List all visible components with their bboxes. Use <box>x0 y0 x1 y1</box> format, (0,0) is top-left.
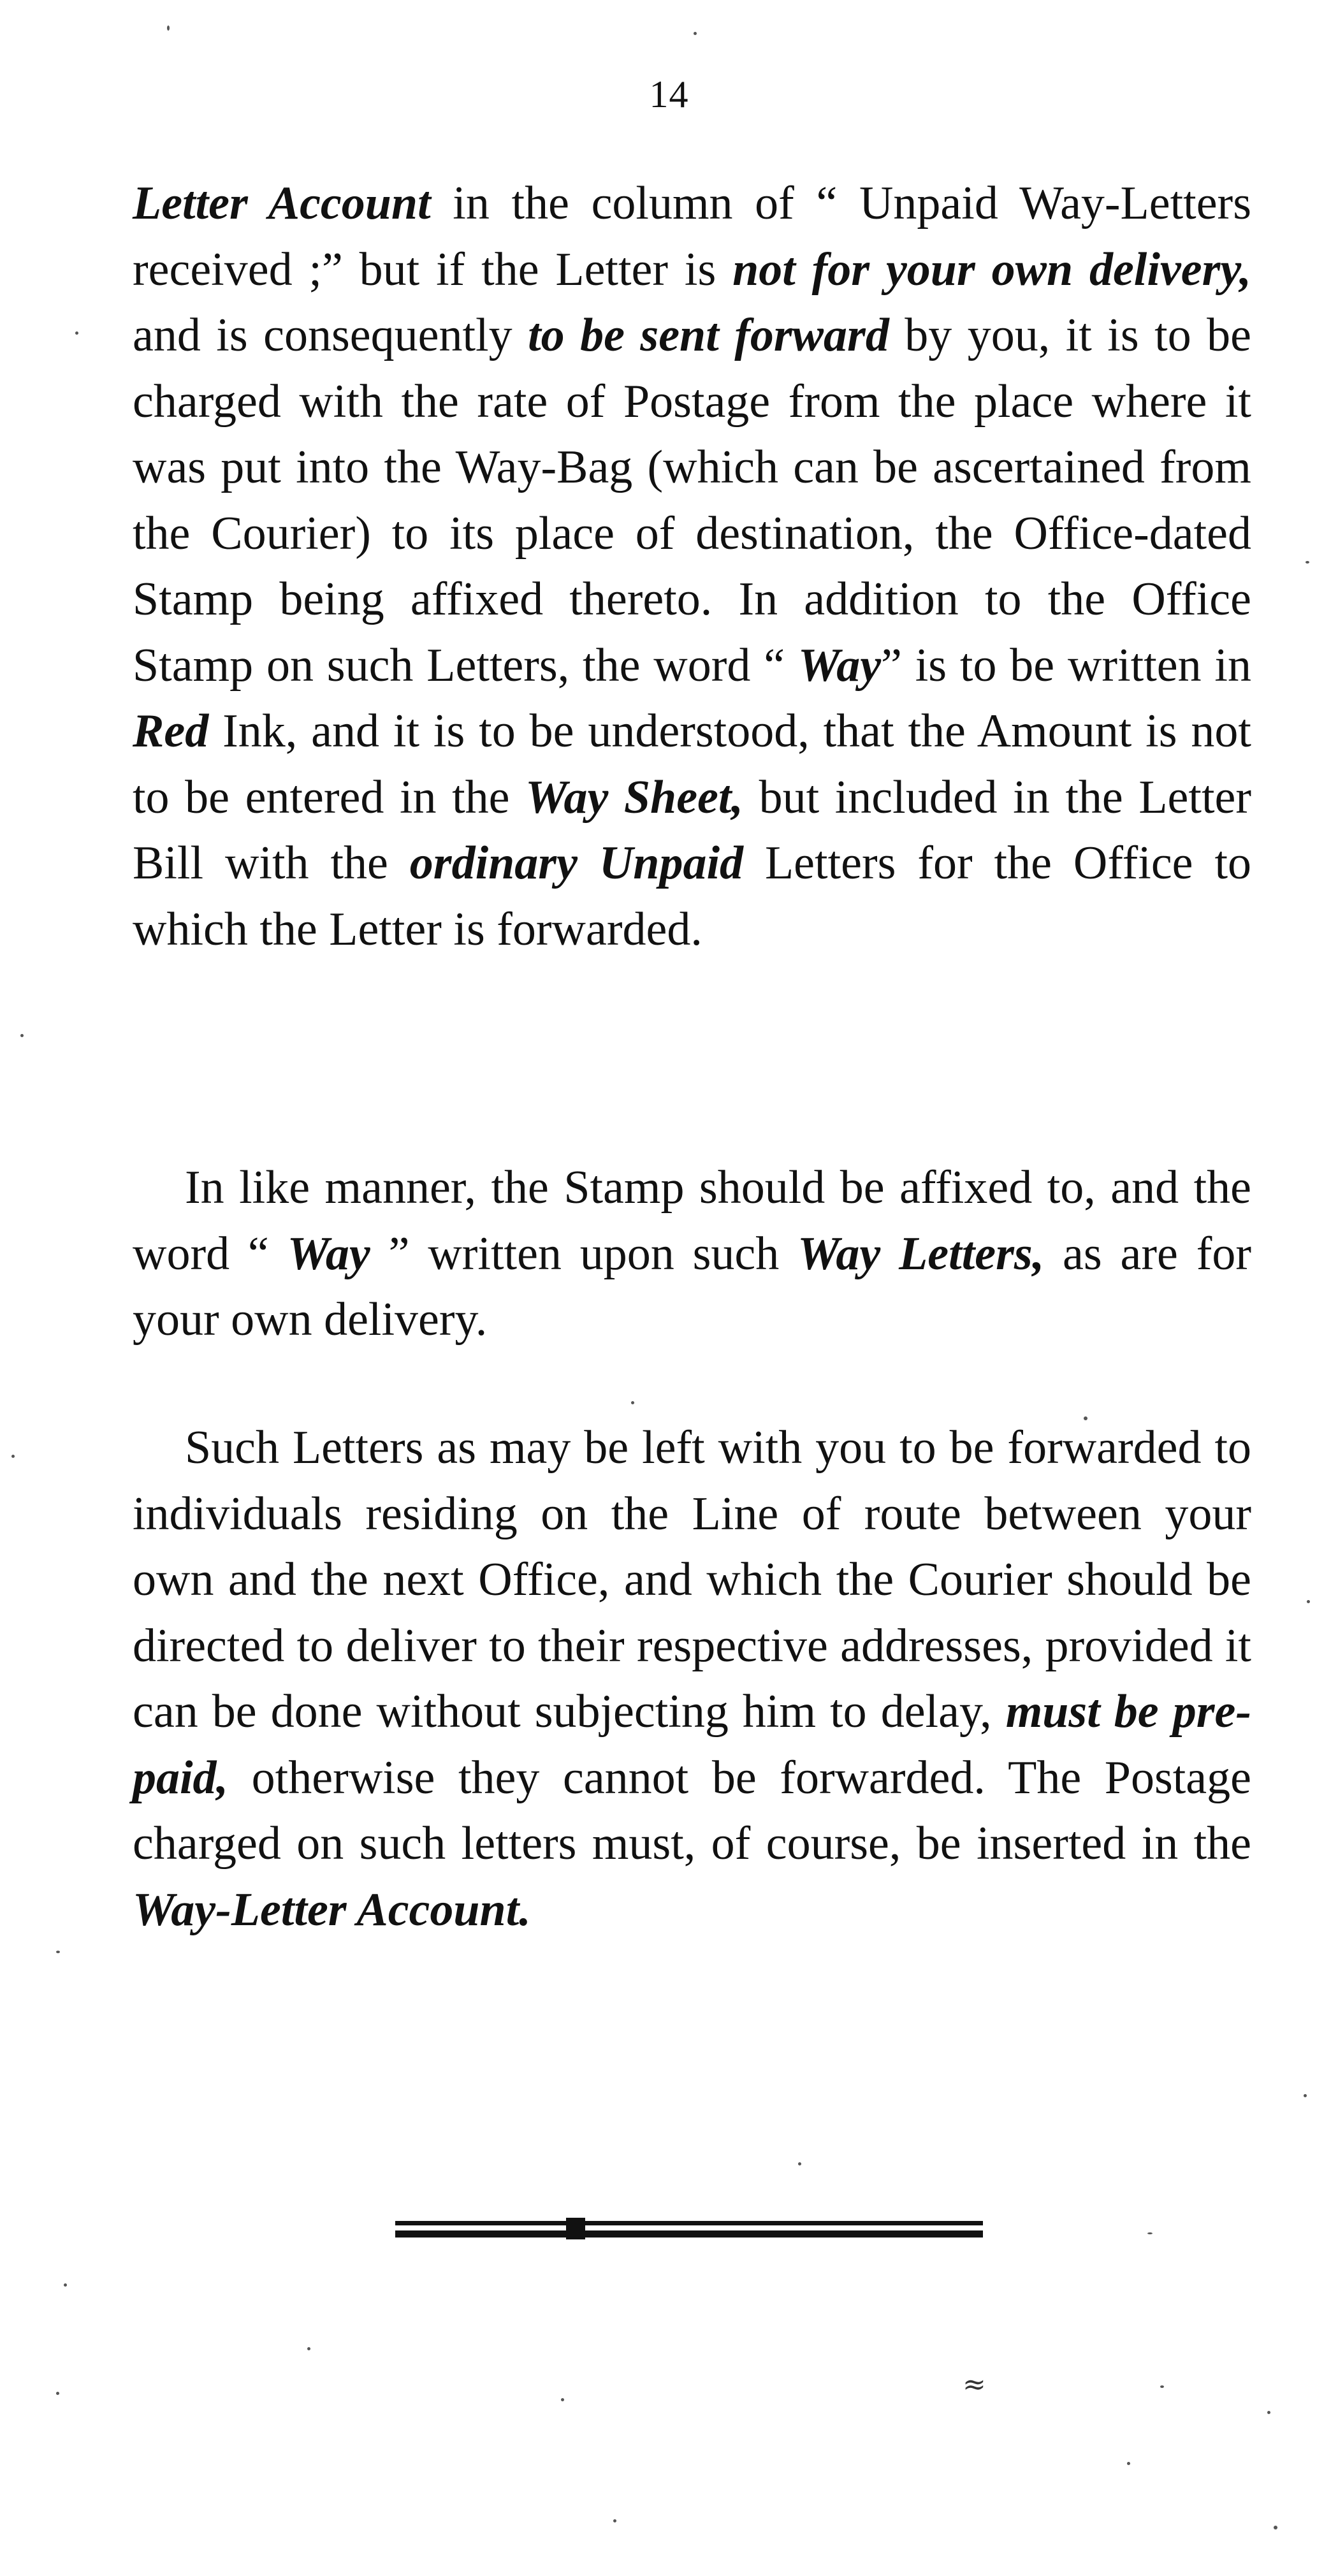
paragraph-3 <box>133 1415 1251 1943</box>
body-text: ” is to be written in <box>881 639 1251 692</box>
print-speck <box>64 2283 67 2287</box>
print-speck <box>1160 2385 1164 2388</box>
body-text: otherwise they cannot be forwarded. The Postage charged on such letters must, of course, be inserted in the <box>133 1751 1251 1870</box>
italic-text: Red <box>133 705 209 757</box>
print-speck <box>631 1401 634 1404</box>
body-text: In like manner, the Stamp should be affixed to, and the word “ <box>133 1161 1251 1280</box>
body-text: by you, it is to be charged with the rate of Postage from the place where it was put into the Way-Bag (which can be ascertained from the Courier) to its place of destination, the Office-dated Stamp being affixed thereto. In addition to the Office Stamp on such Letters, the word “ <box>133 309 1252 692</box>
print-speck <box>56 2392 59 2395</box>
italic-text: Way-Letter Account. <box>133 1883 531 1936</box>
page-number: 14 <box>649 73 689 115</box>
print-speck <box>613 2519 616 2522</box>
body-text: but included in the Letter Bill with the <box>133 771 1251 889</box>
body-text: and is consequently <box>133 309 528 361</box>
italic-text: Way <box>287 1227 370 1280</box>
print-speck <box>1127 2462 1130 2465</box>
print-speck <box>1304 2094 1307 2097</box>
end-rule-thick <box>395 2230 983 2238</box>
print-speck <box>56 1951 60 1953</box>
italic-text: not for your own delivery, <box>732 243 1251 296</box>
print-speck <box>75 331 78 335</box>
print-speck <box>1305 561 1309 564</box>
body-text: as are for your own delivery. <box>133 1227 1251 1346</box>
body-text: Such Letters as may be left with you to be forwarded to individuals residing on the Line of route between your own and the next Office, and which the Courier should be directed to deliver to their respective addresses, provided it can be done without subjecting him to delay, <box>133 1422 1251 1738</box>
italic-text: to be sent forward <box>528 309 889 361</box>
body-text: Ink, and it is to be understood, that the Amount is not to be entered in the <box>133 705 1251 824</box>
italic-text: Way Sheet, <box>525 771 743 824</box>
italic-text: Letter Account <box>133 177 431 229</box>
print-speck <box>1307 1600 1310 1603</box>
print-speck <box>694 32 697 35</box>
body-text: ” written upon such <box>370 1227 798 1280</box>
print-speck <box>798 2162 801 2165</box>
print-speck <box>1267 2411 1270 2414</box>
end-rule-ornament <box>566 2218 585 2239</box>
body-text: in the column of “ Unpaid Way-Letters received ;” but if the Letter is <box>133 177 1252 296</box>
end-rule-thin <box>395 2221 983 2225</box>
paragraph-1 <box>133 171 1251 963</box>
print-speck <box>167 25 170 31</box>
print-speck <box>20 1034 24 1037</box>
italic-text: must be pre-paid, <box>133 1685 1251 1804</box>
print-speck <box>1274 2526 1277 2529</box>
print-speck <box>11 1455 15 1458</box>
print-speck <box>1147 2232 1153 2234</box>
print-flourish: ≈ <box>963 2368 986 2401</box>
paragraph-2 <box>133 1155 1251 1353</box>
italic-text: ordinary Unpaid <box>409 837 744 889</box>
italic-text: Way <box>797 639 882 692</box>
print-speck <box>307 2347 310 2350</box>
body-text: Letters for the Office to which the Letter is forwarded. <box>133 837 1252 956</box>
italic-text: Way Letters, <box>797 1227 1045 1280</box>
print-speck <box>1084 1416 1087 1420</box>
print-speck <box>561 2398 564 2401</box>
